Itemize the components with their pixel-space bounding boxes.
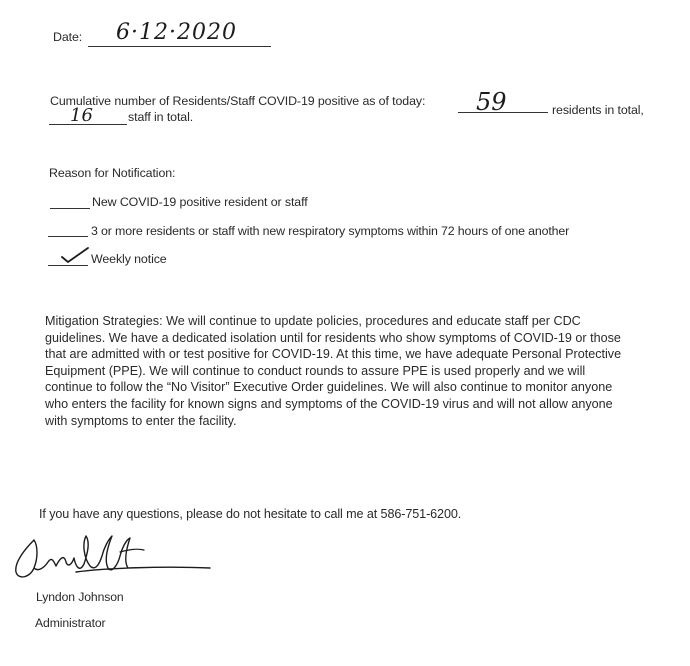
signer-title: Administrator <box>35 616 106 630</box>
reason-option-blank-1[interactable] <box>50 208 90 209</box>
reason-heading: Reason for Notification: <box>49 166 176 180</box>
contact-text: If you have any questions, please do not hesitate to call me at 586-751-6200. <box>39 507 462 521</box>
staff-count[interactable]: 16 <box>70 105 93 126</box>
date-underline <box>88 46 271 47</box>
staff-suffix: staff in total. <box>128 110 194 124</box>
reason-option-blank-3[interactable] <box>48 265 88 266</box>
date-label: Date: <box>53 30 83 44</box>
checkmark-icon <box>60 245 90 265</box>
mitigation-line: with symptoms to enter the facility. <box>45 413 237 428</box>
mitigation-line: Equipment (PPE). We will continue to conduct rounds to assure PPE is used properly and we will <box>45 363 586 378</box>
residents-count[interactable]: 59 <box>476 88 507 116</box>
reason-option-respiratory: 3 or more residents or staff with new respiratory symptoms within 72 hours of one another <box>91 224 570 238</box>
mitigation-line: that are admitted with or test positive for COVID-19. At this time, we have adequate Personal Protective <box>45 347 622 362</box>
date-value[interactable]: 6·12·2020 <box>116 20 237 45</box>
residents-suffix: residents in total, <box>552 103 644 117</box>
mitigation-line: who enters the facility for known signs and symptoms of the COVID-19 virus and will not allow anyone <box>45 396 613 411</box>
mitigation-line: continue to follow the “No Visitor” Executive Order guidelines. We will also continue to monitor anyone <box>45 380 613 395</box>
reason-option-new-positive: New COVID-19 positive resident or staff <box>92 195 308 209</box>
reason-option-blank-2[interactable] <box>48 236 88 237</box>
signer-name: Lyndon Johnson <box>36 590 124 604</box>
reason-option-weekly: Weekly notice <box>91 252 167 266</box>
cumulative-prefix: Cumulative number of Residents/Staff COVID-19 positive as of today: <box>50 94 426 108</box>
mitigation-paragraph <box>45 313 621 429</box>
signature-image <box>4 528 214 590</box>
mitigation-line: Mitigation Strategies: We will continue to update policies, procedures and educate staff per CDC <box>45 314 581 328</box>
mitigation-line: guidelines. We have a dedicated isolation until for residents who show symptoms of COVID-19 or those <box>45 330 621 345</box>
